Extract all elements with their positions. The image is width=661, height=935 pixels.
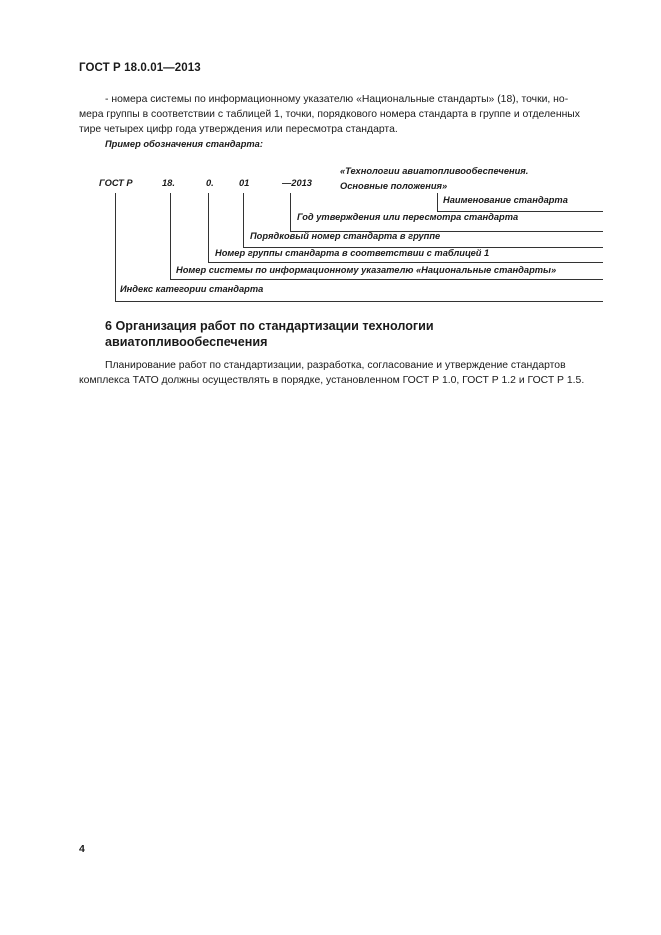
code-group: 0.: [206, 178, 214, 188]
label-group: Номер группы стандарта в соответствии с таблицей 1: [215, 248, 490, 258]
connector-year: [290, 193, 291, 231]
code-year: —2013: [282, 178, 312, 188]
code-system: 18.: [162, 178, 175, 188]
example-caption: Пример обозначения стандарта:: [105, 139, 263, 149]
label-category: Индекс категории стандарта: [120, 284, 264, 294]
connector-category: [115, 193, 116, 301]
section-body-line-1: Планирование работ по стандартизации, разработка, согласование и утверждение стандартов: [105, 360, 566, 371]
standard-title-line-2: Основные положения»: [340, 181, 448, 191]
hline-category: [115, 301, 603, 302]
code-gost: ГОСТ Р: [99, 178, 133, 188]
label-system: Номер системы по информационному указателю «Национальные стандарты»: [176, 265, 557, 275]
page-number: 4: [79, 843, 85, 855]
connector-number: [243, 193, 244, 248]
hline-system: [170, 279, 603, 280]
intro-line-3: тире четырех цифр года утверждения или пересмотра стандарта.: [79, 124, 398, 135]
label-number: Порядковый номер стандарта в группе: [250, 231, 441, 241]
connector-group: [208, 193, 209, 263]
hline-group: [208, 262, 603, 263]
intro-line-1: - номера системы по информационному указателю «Национальные стандарты» (18), точки, но-: [105, 94, 569, 105]
connector-title: [437, 193, 438, 211]
connector-system: [170, 193, 171, 279]
section-heading-line-1: 6 Организация работ по стандартизации технологии: [105, 319, 434, 333]
standard-title-line-1: «Технологии авиатопливообеспечения.: [340, 166, 529, 176]
section-heading-line-2: авиатопливообеспечения: [105, 335, 268, 349]
intro-line-2: мера группы в соответствии с таблицей 1, точки, порядкового номера стандарта в группе и отделенных: [79, 109, 580, 120]
section-body-line-2: комплекса ТАТО должны осуществлять в порядке, установленном ГОСТ Р 1.0, ГОСТ Р 1.2 и ГОСТ Р 1.5.: [79, 375, 585, 386]
document-header: ГОСТ Р 18.0.01—2013: [79, 62, 201, 74]
label-title: Наименование стандарта: [443, 195, 568, 205]
code-number: 01: [239, 178, 250, 188]
label-year: Год утверждения или пересмотра стандарта: [297, 212, 519, 222]
